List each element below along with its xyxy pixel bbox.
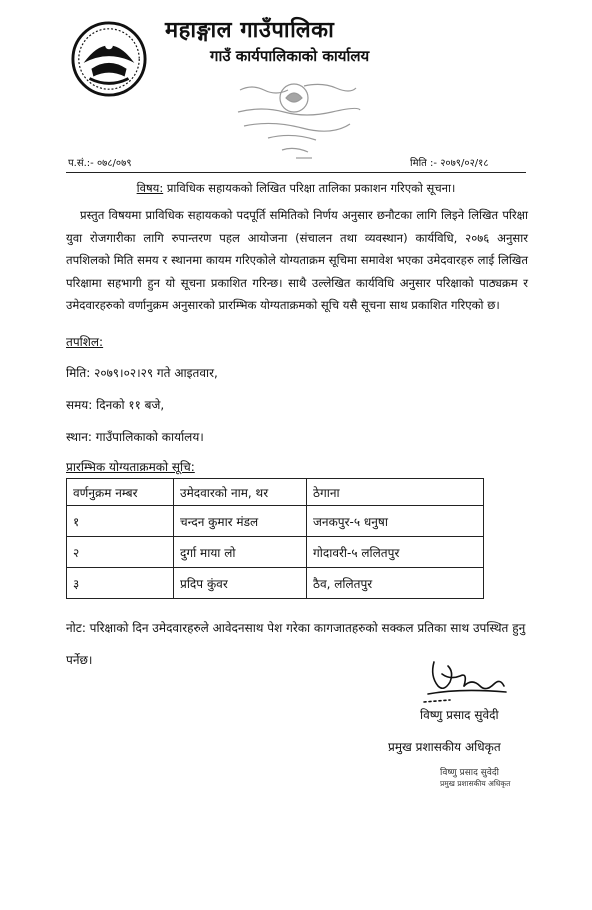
office-stamp-icon [232,76,364,166]
cell-serial: २ [67,537,174,568]
column-header-address: ठेगाना [307,479,484,506]
cell-address: ठैव, ललितपुर [307,568,484,599]
exam-date: मिति: २०७९।०२।२९ गते आइतवार, [66,366,218,380]
seal-title: प्रमुख प्रशासकीय अधिकृत [440,779,511,788]
note-text: नोट: परिक्षाको दिन उमेदवारहरुले आवेदनसाथ पेश गरेका कागजातहरुको सक्कल प्रतिका साथ उपस्थित हुनु पर्नेछ। [66,621,526,667]
signature-icon [420,656,510,708]
subject-text: प्राविधिक सहायकको लिखित परिक्षा तालिका प्रकाशन गरिएको सूचना। [166,181,456,195]
details-heading: तपशिल: [66,335,104,349]
cell-address: जनकपुर-५ धनुषा [307,506,484,537]
letter-date: मिति :- २०७९/०२/१८ [410,158,489,169]
cell-name: चन्दन कुमार मंडल [174,506,307,537]
cell-serial: १ [67,506,174,537]
cell-name: दुर्गा माया लो [174,537,307,568]
notice-body: प्रस्तुत विषयमा प्राविधिक सहायकको पदपूर्ति समितिको निर्णय अनुसार छनौटका लागि लिइने लिखित परिक्षा युवा रोजगारीका लागि रुपान्तरण पहल आयोजना (संचालन तथा व्यवस्थान) कार्यविधि, २०७६ अनुसार तपशिलको मिति समय र स्थानमा कायम गरिएकोले योग्यताक्रम सूचिमा समावेश भएका उमेदवारहरु लाई लिखित परिक्षामा सहभागी हुन यो सूचना प्रकाशित गरिन्छ। साथै उल्लेखित कार्यविधि अनुसार परिक्षाको पाठ्यक्रम र उमेदवारहरुको वर्णानुक्रम अनुसारको प्रारम्भिक योग्यताक्रमको सूचि यसै सूचना साथ प्रकाशित गरिएको छ। [66,208,528,312]
subject-label: विषय: [136,181,164,195]
reference-number: प.सं.:- ०७८/०७९ [68,158,132,169]
org-name: महाङ्गाल गाउँपालिका [165,18,335,43]
candidate-list-title: प्रारम्भिक योग्यताक्रमको सूचि: [66,460,195,474]
subject-line [66,181,526,196]
emblem-icon [70,20,148,98]
cell-name: प्रदिप कुंवर [174,568,307,599]
seal-name: विष्णु प्रसाद सुवेदी [440,768,499,778]
table-row [67,537,484,568]
exam-place: स्थान: गाउँपालिकाको कार्यालय। [66,430,204,444]
column-header-serial: वर्णनुक्रम नम्बर [67,479,174,506]
cell-serial: ३ [67,568,174,599]
office-name: गाउँ कार्यपालिकाको कार्यालय [210,47,370,65]
table-row [67,506,484,537]
header-divider [66,172,526,173]
candidate-table [66,478,484,599]
cell-address: गोदावरी-५ ललितपुर [307,537,484,568]
signer-name: विष्णु प्रसाद सुवेदी [420,708,499,722]
table-row [67,568,484,599]
table-header-row [67,479,484,506]
column-header-name: उमेदवारको नाम, थर [174,479,307,506]
exam-time: समय: दिनको ११ बजे, [66,398,165,412]
signer-designation: प्रमुख प्रशासकीय अधिकृत [388,740,501,754]
